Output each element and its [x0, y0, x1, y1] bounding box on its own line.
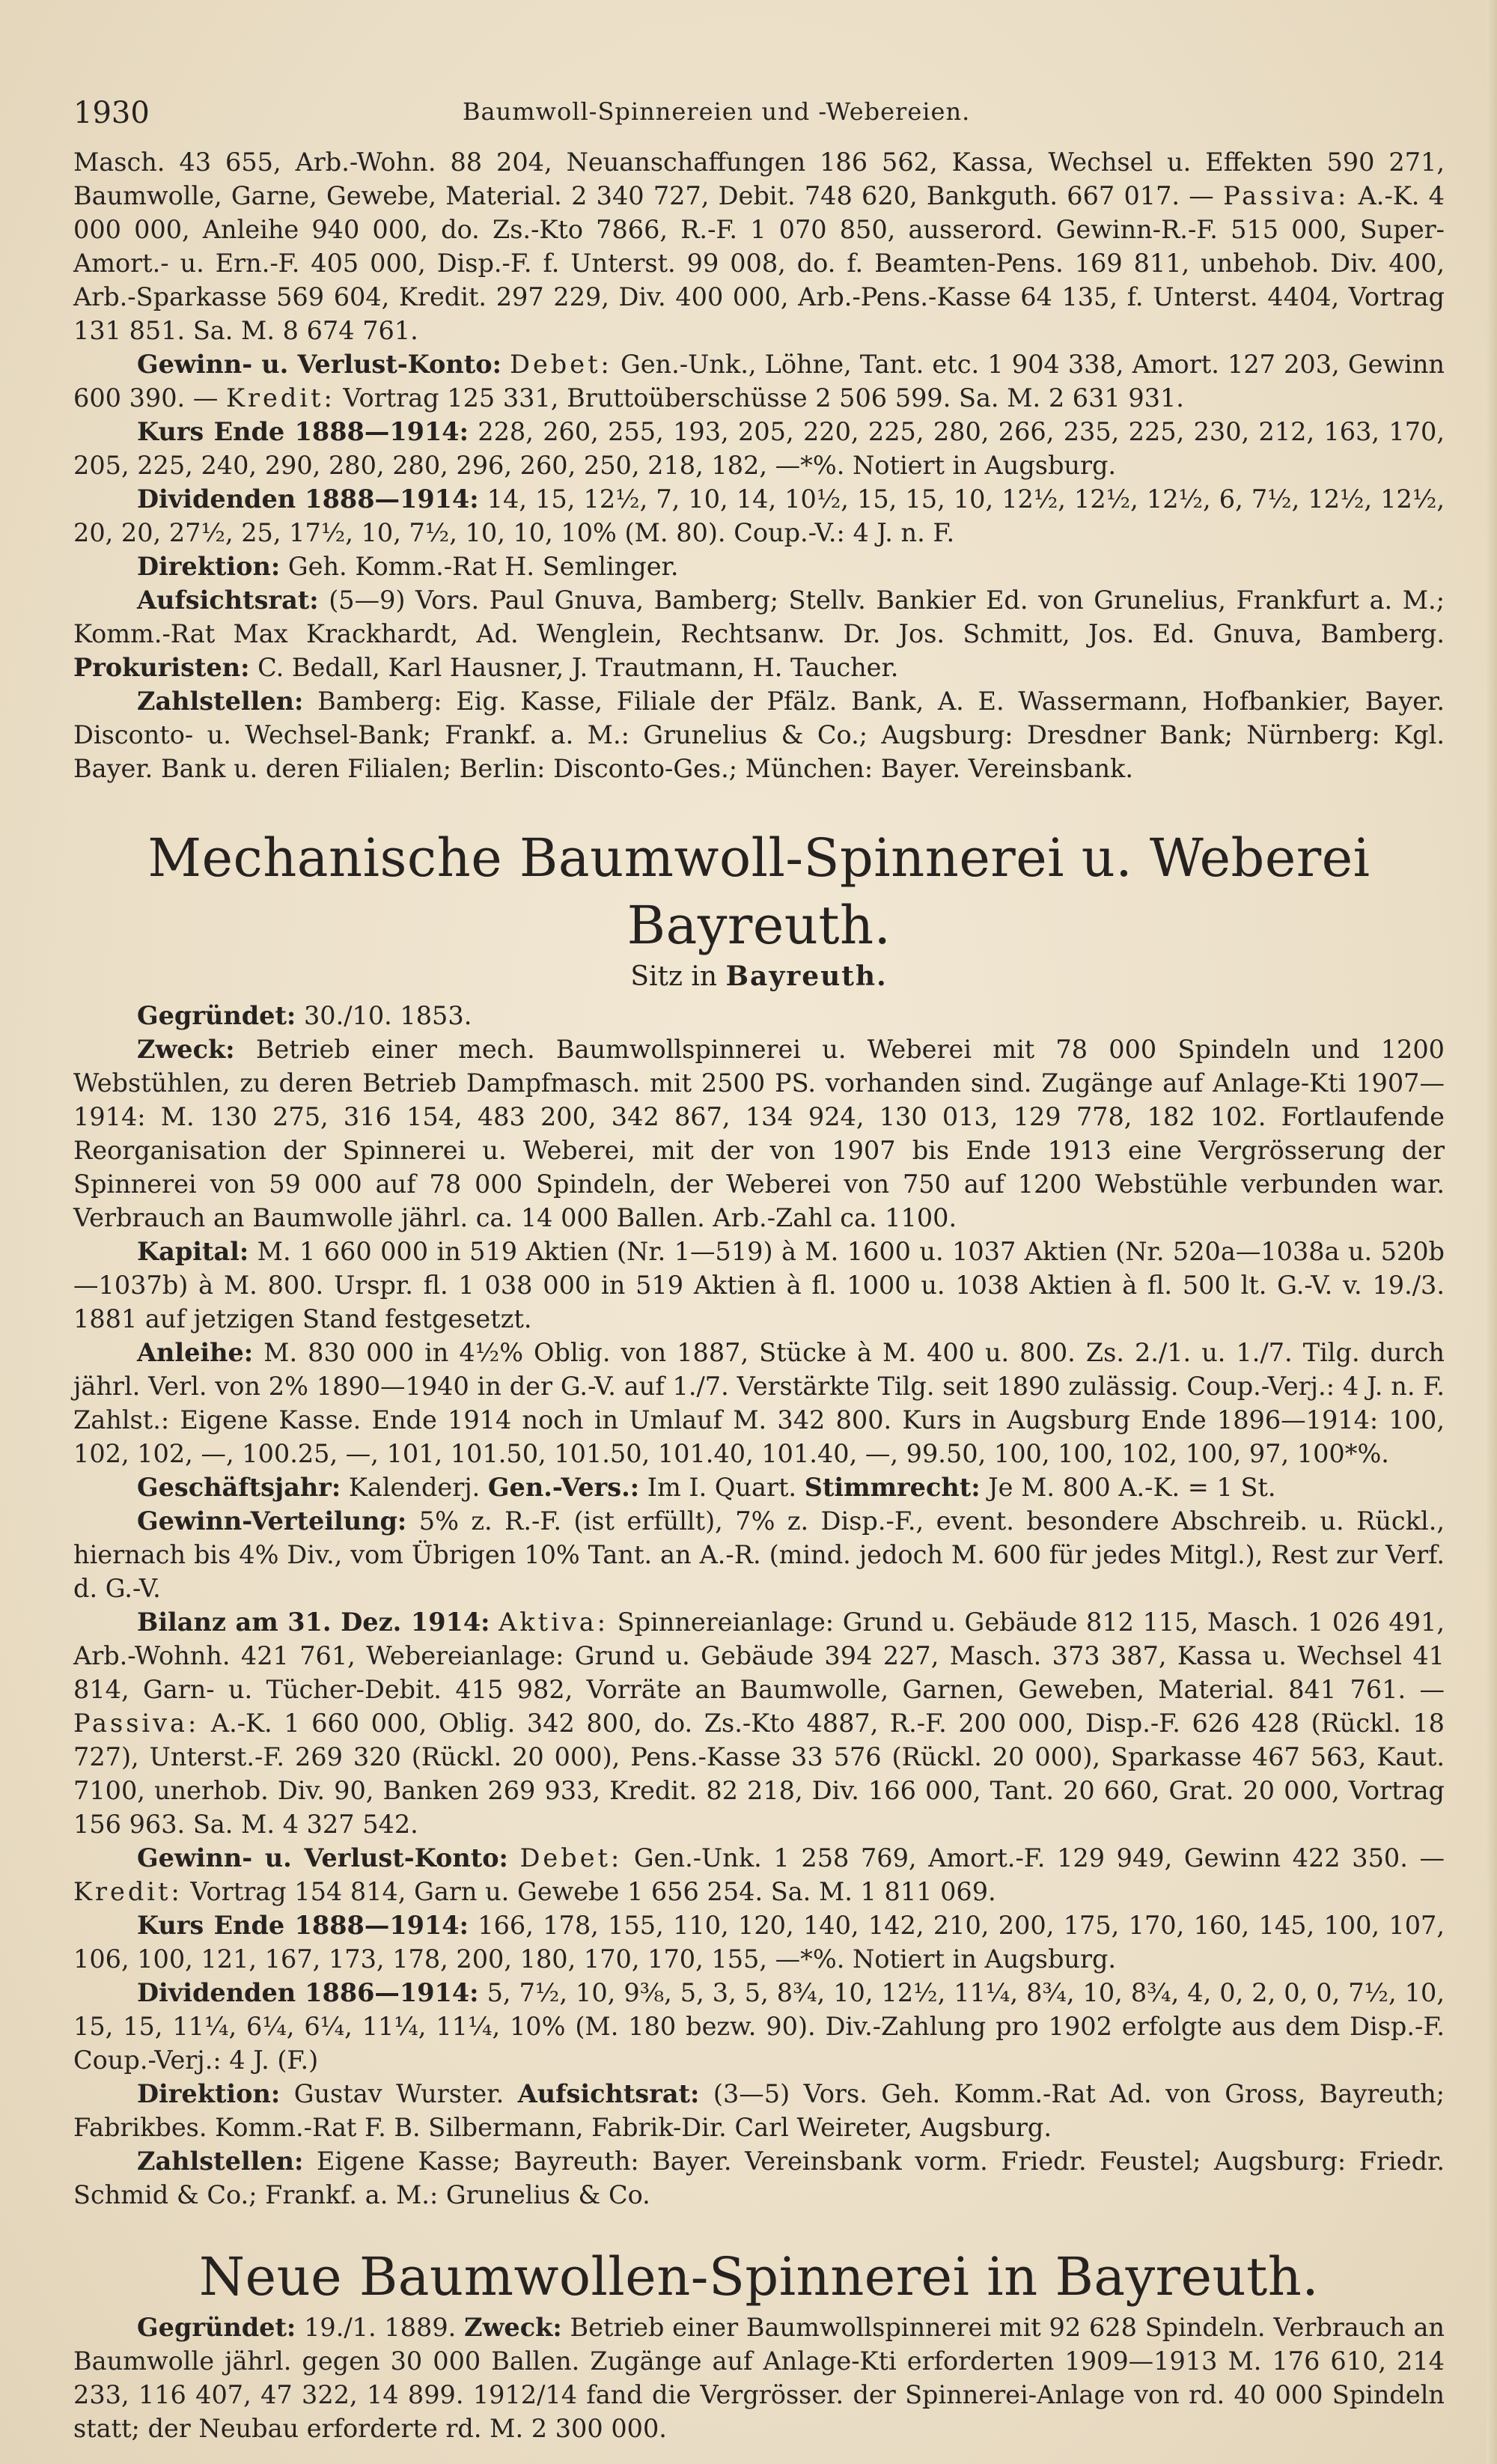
kurs: Kurs Ende 1888—1914: 166, 178, 155, 110, 120, 140, 142, 210, 200, 175, 170, 160, 145, 100, 107, 106, 100, 121, 167, 173, 178, 200, 180, 170, 170, 155, —*%. Notiert in Augsburg.: [73, 1911, 1445, 1974]
page-number: 1930: [73, 96, 150, 130]
bilanz: Bilanz am 31. Dez. 1914: Aktiva: Spinnereianlage: Grund u. Gebäude 812 115, Masch. 1 026 491, Arb.-Wohnh. 421 761, Webereianlage: Grund u. Gebäude 394 227, Masch. 373 387, Kassa u. Wechsel 41 814, Garn- u. Tücher-Debit. 415 982, Vorräte an Baumwolle, Garnen, Geweben, Material. 841 761. — Passiva: A.-K. 1 660 000, Oblig. 342 800, do. Zs.-Kto 4887, R.-F. 200 000, Disp.-F. 626 428 (Rückl. 18 727), Unterst.-F. 269 320 (Rückl. 20 000), Pens.-Kasse 33 576 (Rückl. 20 000), Sparkasse 467 563, Kaut. 7100, unerhob. Div. 90, Banken 269 933, Kredit. 82 218, Div. 166 000, Tant. 20 660, Grat. 20 000, Vortrag 156 963. Sa. M. 4 327 542.: [73, 1607, 1445, 1839]
company-seat: Sitz in Bayreuth.: [630, 961, 888, 992]
page-header: [73, 88, 1445, 141]
prev-company-section: [73, 145, 1445, 785]
dividenden: Dividenden 1886—1914: 5, 7½, 10, 9⅜, 5, 3, 5, 8¾, 10, 12½, 11¼, 8¾, 10, 8¾, 4, 0, 2, 0, 0, 7½, 10, 15, 15, 11¼, 6¼, 6¼, 11¼, 11¼, 10% (M. 180 bezw. 90). Div.-Zahlung pro 1902 erfolgte aus dem Disp.-F. Coup.-Verj.: 4 J. (F.): [73, 1978, 1445, 2075]
direktion: Direktion: Gustav Wurster. Aufsichtsrat: (3—5) Vors. Geh. Komm.-Rat Ad. von Gross, Bayreuth; Fabrikbes. Komm.-Rat F. B. Silbermann, Fabrik-Dir. Carl Weireter, Augsburg.: [73, 2079, 1445, 2142]
company-section-neue: [73, 2243, 1445, 2445]
page-edge: [1487, 0, 1497, 2464]
prev-balance-paragraph: Masch. 43 655, Arb.-Wohn. 88 204, Neuanschaffungen 186 562, Kassa, Wechsel u. Effekten 590 271, Baumwolle, Garne, Gewebe, Material. 2 340 727, Debit. 748 620, Bankguth. 667 017. — Passiva: A.-K. 4 000 000, Anleihe 940 000, do. Zs.-Kto 7866, R.-F. 1 070 850, ausserord. Gewinn-R.-F. 515 000, Super-Amort.- u. Ern.-F. 405 000, Disp.-F. f. Unterst. 99 008, do. f. Beamten-Pens. 169 811, unbehob. Div. 400, Arb.-Sparkasse 569 604, Kredit. 297 229, Div. 400 000, Arb.-Pens.-Kasse 64 135, f. Unterst. 4404, Vortrag 131 851. Sa. M. 8 674 761.: [73, 147, 1445, 345]
prev-dividenden: Dividenden 1888—1914: 14, 15, 12½, 7, 10, 14, 10½, 15, 15, 10, 12½, 12½, 12½, 6, 7½, 12½, 12½, 20, 20, 27½, 25, 17½, 10, 7½, 10, 10, 10% (M. 80). Coup.-V.: 4 J. n. F.: [73, 484, 1445, 547]
passiva-label: Passiva:: [1223, 181, 1350, 210]
company-section-mechanische: [73, 824, 1445, 2212]
geschaeftsjahr: Geschäftsjahr: Kalenderj. Gen.-Vers.: Im I. Quart. Stimmrecht: Je M. 800 A.-K. = 1 St.: [137, 1473, 1276, 1502]
zahlstellen: Zahlstellen: Eigene Kasse; Bayreuth: Bayer. Vereinsbank vorm. Friedr. Feustel; Augsburg: Friedr. Schmid & Co.; Frankf. a. M.: Grunelius & Co.: [73, 2147, 1445, 2209]
prev-zahlstellen: Zahlstellen: Bamberg: Eig. Kasse, Filiale der Pfälz. Bank, A. E. Wassermann, Hofbankier, Bayer. Disconto- u. Wechsel-Bank; Frankf. a. M.: Grunelius & Co.; Augsburg: Dresdner Bank; Nürnberg: Kgl. Bayer. Bank u. deren Filialen; Berlin: Disconto-Ges.; München: Bayer. Vereinsbank.: [73, 687, 1445, 783]
gv-konto: Gewinn- u. Verlust-Konto: Debet: Gen.-Unk. 1 258 769, Amort.-F. 129 949, Gewinn 422 350. — Kredit: Vortrag 154 814, Garn u. Gewebe 1 656 254. Sa. M. 1 811 069.: [73, 1843, 1445, 1906]
gegruendet-zweck: Gegründet: 19./1. 1889. Zweck: Betrieb einer Baumwollspinnerei mit 92 628 Spindeln. Verbrauch an Baumwolle jährl. gegen 30 000 Ballen. Zugänge auf Anlage-Kti erforderten 1909—1913 M. 176 610, 214 233, 116 407, 47 322, 14 899. 1912/14 fand die Vergrösser. der Spinnerei-Anlage von rd. 40 000 Spindeln statt; der Neubau erforderte rd. M. 2 300 000.: [73, 2313, 1445, 2443]
running-head: Baumwoll-Spinnereien und -Webereien.: [463, 97, 971, 126]
anleihe: Anleihe: M. 830 000 in 4½% Oblig. von 1887, Stücke à M. 400 u. 800. Zs. 2./1. u. 1./7. Tilg. durch jährl. Verl. von 2% 1890—1940 in der G.-V. auf 1./7. Verstärkte Tilg. seit 1890 zulässig. Coup.-Verj.: 4 J. n. F. Zahlst.: Eigene Kasse. Ende 1914 noch in Umlauf M. 342 800. Kurs in Augsburg Ende 1896—1914: 100, 102, 102, —, 100.25, —, 101, 101.50, 101.50, 101.40, 101.40, —, 99.50, 100, 100, 102, 100, 97, 100*%.: [73, 1338, 1445, 1468]
company-title: Neue Baumwollen-Spinnerei in Bayreuth.: [198, 2246, 1320, 2308]
prev-aufsichtsrat: Aufsichtsrat: (5—9) Vors. Paul Gnuva, Bamberg; Stellv. Bankier Ed. von Grunelius, Frankfurt a. M.; Komm.-Rat Max Krackhardt, Ad. Wenglein, Rechtsanw. Dr. Jos. Schmitt, Jos. Ed. Gnuva, Bamberg. Prokuristen: C. Bedall, Karl Hausner, J. Trautmann, H. Taucher.: [73, 585, 1445, 682]
prev-gv-konto: Gewinn- u. Verlust-Konto: Debet: Gen.-Unk., Löhne, Tant. etc. 1 904 338, Amort. 127 203, Gewinn 600 390. — Kredit: Vortrag 125 331, Bruttoüberschüsse 2 506 599. Sa. M. 2 631 931.: [73, 350, 1445, 413]
company-title: Mechanische Baumwoll-Spinnerei u. Weberei Bayreuth.: [147, 827, 1371, 956]
prev-kurs: Kurs Ende 1888—1914: 228, 260, 255, 193, 205, 220, 225, 280, 266, 235, 225, 230, 212, 163, 170, 205, 225, 240, 290, 280, 280, 296, 260, 250, 218, 182, —*%. Notiert in Augsburg.: [73, 417, 1445, 480]
gewinn-verteilung: Gewinn-Verteilung: 5% z. R.-F. (ist erfüllt), 7% z. Disp.-F., event. besondere Abschreib. u. Rückl., hiernach bis 4% Div., vom Übrigen 10% Tant. an A.-R. (mind. jedoch M. 600 für jedes Mitgl.), Rest zur Verf. d. G.-V.: [73, 1506, 1445, 1603]
kapital: Kapital: M. 1 660 000 in 519 Aktien (Nr. 1—519) à M. 1600 u. 1037 Aktien (Nr. 520a—1038a u. 520b—1037b) à M. 800. Urspr. fl. 1 038 000 in 519 Aktien à fl. 1000 u. 1038 Aktien à fl. 500 lt. G.-V. v. 19./3. 1881 auf jetzigen Stand festgesetzt.: [73, 1237, 1445, 1333]
prev-direktion: Direktion: Geh. Komm.-Rat H. Semlinger.: [137, 552, 679, 581]
gegruendet: Gegründet: 30./10. 1853.: [137, 1001, 472, 1030]
zweck: Zweck: Betrieb einer mech. Baumwollspinnerei u. Weberei mit 78 000 Spindeln und 1200 Webstühlen, zu deren Betrieb Dampfmasch. mit 2500 PS. vorhanden sind. Zugänge auf Anlage-Kti 1907—1914: M. 130 275, 316 154, 483 200, 342 867, 134 924, 130 013, 129 778, 182 102. Fortlaufende Reorganisation der Spinnerei u. Weberei, mit der von 1907 bis Ende 1913 eine Vergrösserung der Spinnerei von 59 000 auf 78 000 Spindeln, der Weberei von 750 auf 1200 Webstühle verbunden war. Verbrauch an Baumwolle jährl. ca. 14 000 Ballen. Arb.-Zahl ca. 1100.: [73, 1035, 1445, 1232]
